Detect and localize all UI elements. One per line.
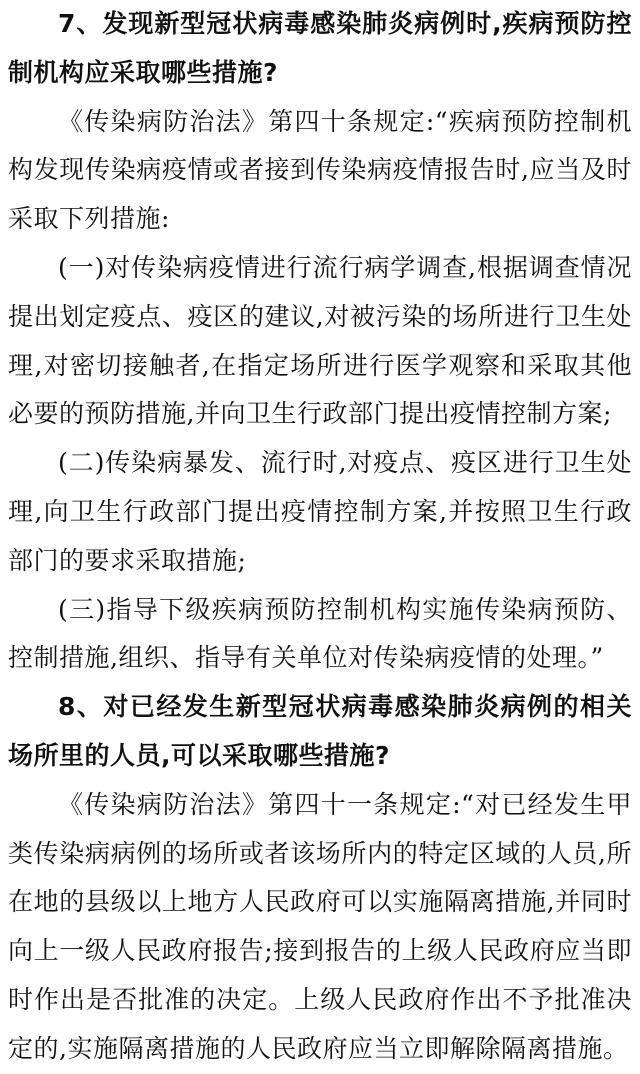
section-7-item-2: (二)传染病暴发、流行时,对疫点、疫区进行卫生处理,向卫生行政部门提出疫情控制方案,并按照卫生行政部门的要求采取措施;	[8, 448, 632, 575]
section-7-heading: 7、发现新型冠状病毒感染肺炎病例时,疾病预防控制机构应采取哪些措施?	[8, 9, 632, 87]
section-8	[8, 683, 632, 1073]
section-7-item-1: (一)对传染病疫情进行流行病学调查,根据调查情况提出划定疫点、疫区的建议,对被污染的场所进行卫生处理,对密切接触者,在指定场所进行医学观察和采取其他必要的预防措施,并向卫生行政部门提出疫情控制方案;	[8, 252, 632, 429]
section-7-intro-paragraph: 《传染病防治法》第四十条规定:“疾病预防控制机构发现传染病疫情或者接到传染病疫情报告时,应当及时采取下列措施:	[8, 106, 632, 234]
section-8-paragraph: 《传染病防治法》第四十一条规定:“对已经发生甲类传染病病例的场所或者该场所内的特定区域的人员,所在地的县级以上地方人民政府可以实施隔离措施,并同时向上一级人民政府报告;接到报告的上级人民政府应当即时作出是否批准的决定。上级人民政府作出不予批准决定的,实施隔离措施的人民政府应当立即解除隔离措施。	[8, 789, 632, 1063]
section-8-heading: 8、对已经发生新型冠状病毒感染肺炎病例的相关场所里的人员,可以采取哪些措施?	[8, 692, 632, 770]
section-7-item-3: (三)指导下级疾病预防控制机构实施传染病预防、控制措施,组织、指导有关单位对传染病疫情的处理。”	[8, 594, 632, 673]
section-7	[8, 0, 632, 683]
